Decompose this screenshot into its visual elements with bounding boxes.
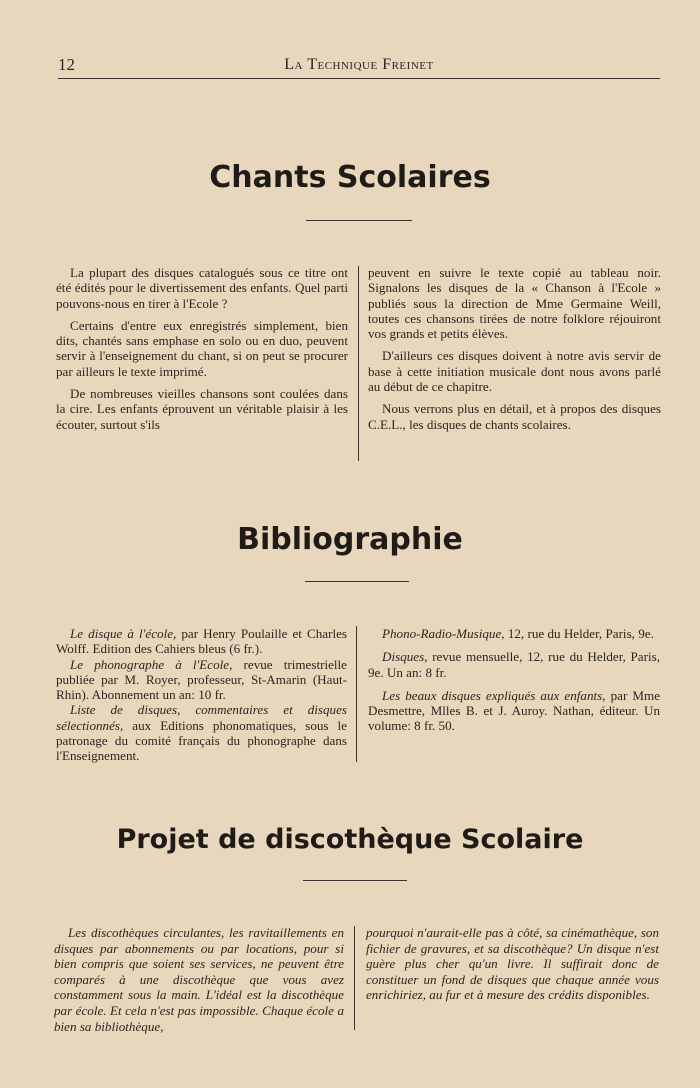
- column-divider: [356, 626, 357, 762]
- section-title-projet: Projet de discothèque Scolaire: [116, 824, 584, 855]
- biblio-right-column: [368, 626, 660, 734]
- paragraph: Nous verrons plus en détail, et à propos des disques C.E.L., les disques de chants scolaires.: [368, 401, 661, 432]
- work-title: Le disque à l'école,: [70, 626, 177, 641]
- work-details: par Mme Desmettre, Mlles B. et J. Auroy. Nathan, éditeur. Un volume: 8 fr. 50.: [368, 687, 661, 734]
- work-title: Liste de disques, commentaires et disques sélectionnés,: [56, 702, 347, 733]
- work-title: Le phonographe à l'Ecole,: [70, 656, 233, 672]
- column-divider: [358, 266, 359, 461]
- work-title: Phono-Radio-Musique,: [382, 626, 505, 641]
- section-title-chants: Chants Scolaires: [209, 160, 491, 195]
- paragraph: La plupart des disques catalogués sous ce titre ont été édités pour le divertissement des enfants. Quel parti pouvons-nous en tirer à l'Ecole ?: [56, 265, 348, 311]
- paragraph: pourquoi n'aurait-elle pas à côté, sa cinémathèque, son fichier de gravures, et sa discothèque? Un disque n'est guère plus cher qu'un livre. Il suffirait donc de constituer un fond de disques que chaque année vous enrichiriez, au fur et à mesure des crédits disponibles.: [366, 925, 659, 1003]
- paragraph: De nombreuses vieilles chansons sont coulées dans la cire. Les enfants éprouvent un véritable plaisir à les écouter, surtout s'ils: [56, 386, 348, 432]
- work-details: revue trimestrielle publiée par M. Royer, professeur, St-Amarin (Haut-Rhin). Abonnement un an: 10 fr.: [56, 656, 347, 703]
- biblio-entry: [368, 626, 660, 641]
- paragraph: D'ailleurs ces disques doivent à notre avis servir de base à cette initiation musicale dont nous avons parlé au début de ce chapitre.: [368, 348, 661, 395]
- work-details: revue mensuelle, 12, rue du Helder, Paris, 9e. Un an: 8 fr.: [368, 649, 660, 680]
- biblio-entry: [368, 649, 660, 680]
- column-divider: [354, 926, 355, 1030]
- biblio-entry: [56, 702, 347, 763]
- section-rule: [306, 220, 412, 221]
- projet-left-column: [54, 925, 344, 1034]
- chants-right-column: [368, 265, 661, 432]
- work-details: par Henry Poulaille et Charles Wolff. Edition des Cahiers bleus (6 fr.).: [56, 626, 347, 657]
- work-title: Disques,: [382, 649, 428, 665]
- section-title-bibliographie: Bibliographie: [237, 522, 463, 557]
- paragraph: Les discothèques circulantes, les ravitaillements en disques par abonnements ou par locations, pour si bien compris que soient ses services, ne peuvent être comparés à une discothèque que vous avez constamment sous la main. L'idéal est la discothèque par école. Et cela n'est pas impossible. Chaque école a bien sa bibliothèque,: [54, 925, 344, 1034]
- paragraph: Certains d'entre eux enregistrés simplement, bien dits, chantés sans emphase en solo ou en duo, peuvent servir à l'enseignement du chant, si on peut se procurer par ailleurs le texte imprimé.: [56, 317, 348, 379]
- biblio-entry: [368, 688, 660, 734]
- chants-left-column: [56, 265, 348, 432]
- running-title: La Technique Freinet: [284, 56, 434, 73]
- projet-right-column: [366, 925, 659, 1003]
- page-number: 12: [58, 55, 75, 74]
- biblio-entry: [56, 657, 347, 703]
- section-rule: [305, 581, 409, 582]
- work-details: 12, rue du Helder, Paris, 9e.: [504, 626, 654, 641]
- biblio-entry: [56, 626, 347, 657]
- paragraph: peuvent en suivre le texte copié au tableau noir. Signalons les disques de la « Chanson à l'Ecole » publiés sous la direction de Mme Germaine Weill, toutes ces chansons tirées de notre folklore réjouiront vos grands et petits élèves.: [368, 265, 661, 342]
- work-details: aux Editions phonomatiques, sous le patronage du comité français du phonographe dans l'Enseignement.: [56, 717, 347, 764]
- section-rule: [303, 880, 407, 881]
- page-header: [58, 54, 660, 79]
- work-title: Les beaux disques expliqués aux enfants,: [382, 687, 606, 703]
- biblio-left-column: [56, 626, 347, 764]
